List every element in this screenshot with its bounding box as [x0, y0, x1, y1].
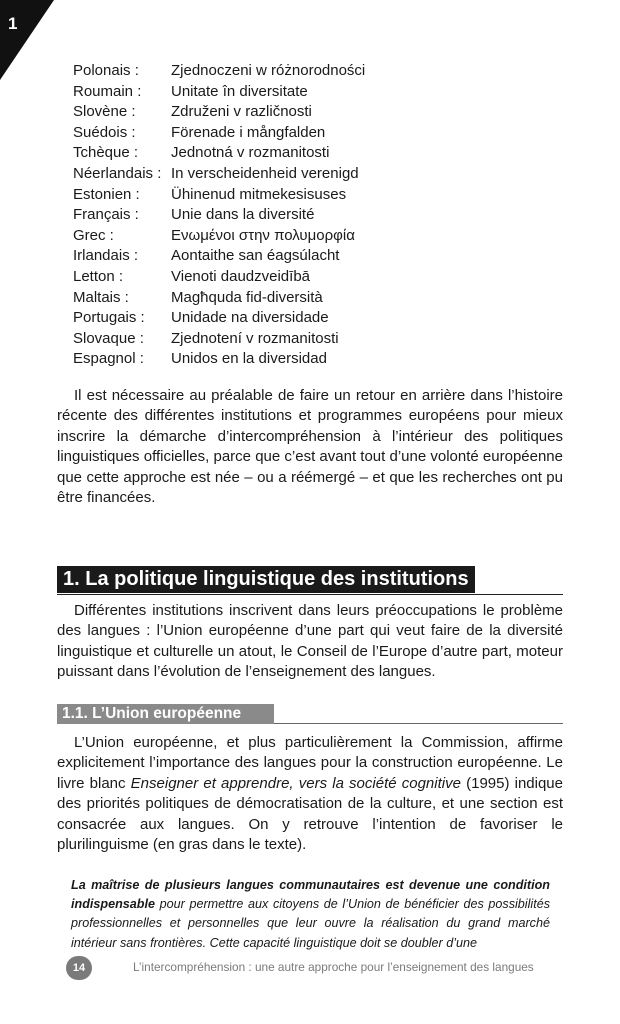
- language-name: Français :: [73, 206, 139, 224]
- language-row: [73, 143, 365, 164]
- language-name: Estonien :: [73, 185, 140, 203]
- language-motto: Unie dans la diversité: [171, 206, 315, 224]
- language-row: [73, 123, 365, 144]
- language-name: Tchèque :: [73, 144, 139, 162]
- language-row: [73, 82, 365, 103]
- language-row: [73, 185, 365, 206]
- language-row: [73, 288, 365, 309]
- language-name: Suédois :: [73, 123, 136, 141]
- section-heading-label: 1. La politique linguistique des institutions: [57, 566, 475, 593]
- language-motto: Ühinenud mitmekesisuses: [171, 185, 347, 203]
- language-name: Letton :: [73, 267, 124, 285]
- language-name: Grec :: [73, 226, 114, 244]
- subsection-text-before: L’Union européenne, et plus particulièrement la Commission, affirme explicitement l’importance des langues pour la construction européenne. Le livre blanc: [57, 734, 563, 792]
- quotation-bold: La maîtrise de plusieurs langues communautaires est devenue une condition indispensable: [71, 878, 550, 912]
- motto-language-list: [73, 61, 365, 370]
- language-name: Maltais :: [73, 288, 129, 306]
- language-row: [73, 102, 365, 123]
- intro-paragraph-text: Il est nécessaire au préalable de faire un retour en arrière dans l’histoire récente des différentes institutions et programmes européens pour mieux inscrire la démarche d’intercompréhension à l’intérieur des politiques linguistiques officielles, parce que c’est avant tout d’une volonté européenne que cette approche est née – ou a réémergé – et que les recherches ont pu être financées.: [57, 387, 563, 507]
- language-name: Slovène :: [73, 103, 136, 121]
- language-motto: Magħquda fid-diversità: [171, 288, 323, 306]
- language-motto: Jednotná v rozmanitosti: [171, 144, 330, 162]
- language-row: [73, 164, 365, 185]
- language-motto: Unidade na diversidade: [171, 309, 329, 327]
- language-row: [73, 246, 365, 267]
- chapter-corner-tab: [0, 0, 54, 80]
- book-title: Enseigner et apprendre, vers la société cognitive: [130, 774, 461, 792]
- language-name: Roumain :: [73, 82, 142, 100]
- subsection-heading: [57, 703, 563, 724]
- language-row: [73, 349, 365, 370]
- language-name: Néerlandais :: [73, 164, 162, 182]
- language-row: [73, 226, 365, 247]
- language-motto: Zjednoczeni w różnorodności: [171, 62, 366, 79]
- language-name: Irlandais :: [73, 247, 139, 265]
- section-heading: [57, 566, 563, 595]
- language-row: [73, 308, 365, 329]
- quotation-rest: pour permettre aux citoyens de l’Union de bénéficier des possibilités professionnelles et personnelles que leur ouvre la réalisation du grand marché intérieur sans frontières. Cette capacité linguistique doit se doubler d’une: [71, 897, 550, 950]
- quotation-block: [71, 876, 550, 953]
- language-motto: Združeni v različnosti: [171, 103, 312, 121]
- language-motto: In verscheidenheid verenigd: [171, 164, 359, 182]
- page-number-badge: 14: [66, 956, 92, 980]
- subsection-text-after: (1995) indique des priorités politiques de démocratisation de la culture, et une section est consacrée aux langues. On y retrouve l’intention de favoriser le plurilinguisme (en gras dans le texte).: [57, 774, 563, 854]
- language-row: [73, 267, 365, 288]
- language-row: [73, 61, 365, 82]
- language-motto: Förenade i mångfalden: [171, 123, 326, 141]
- language-row: [73, 329, 365, 350]
- section-paragraph-text: Différentes institutions inscrivent dans leurs préoccupations le problème des langues : l’Union européenne d’une part qui veut faire de la diversité linguistique et culturelle un atout, le Conseil de l’Europe d’autre part, moteur puissant dans l’évolution de l’enseignement des langues.: [57, 602, 563, 681]
- language-motto: Vienoti daudzveidībā: [171, 267, 310, 285]
- language-name: Polonais :: [73, 62, 139, 79]
- subsection-heading-label: 1.1. L’Union européenne: [57, 704, 274, 724]
- running-title: L’intercompréhension : une autre approche pour l’enseignement des langues: [133, 960, 534, 974]
- intro-paragraph: [57, 386, 563, 508]
- language-name: Espagnol :: [73, 350, 144, 368]
- language-row: [73, 205, 365, 226]
- language-motto: Ενωμένοι στην πολυμορφία: [171, 226, 355, 244]
- language-name: Slovaque :: [73, 329, 144, 347]
- section-paragraph: [57, 601, 563, 683]
- subsection-paragraph: [57, 733, 563, 855]
- language-motto: Unidos en la diversidad: [171, 350, 327, 368]
- chapter-number: 1: [8, 14, 18, 33]
- language-motto: Zjednotení v rozmanitosti: [171, 329, 339, 347]
- language-motto: Unitate în diversitate: [171, 82, 308, 100]
- language-name: Portugais :: [73, 309, 145, 327]
- language-motto: Aontaithe san éagsúlacht: [171, 247, 340, 265]
